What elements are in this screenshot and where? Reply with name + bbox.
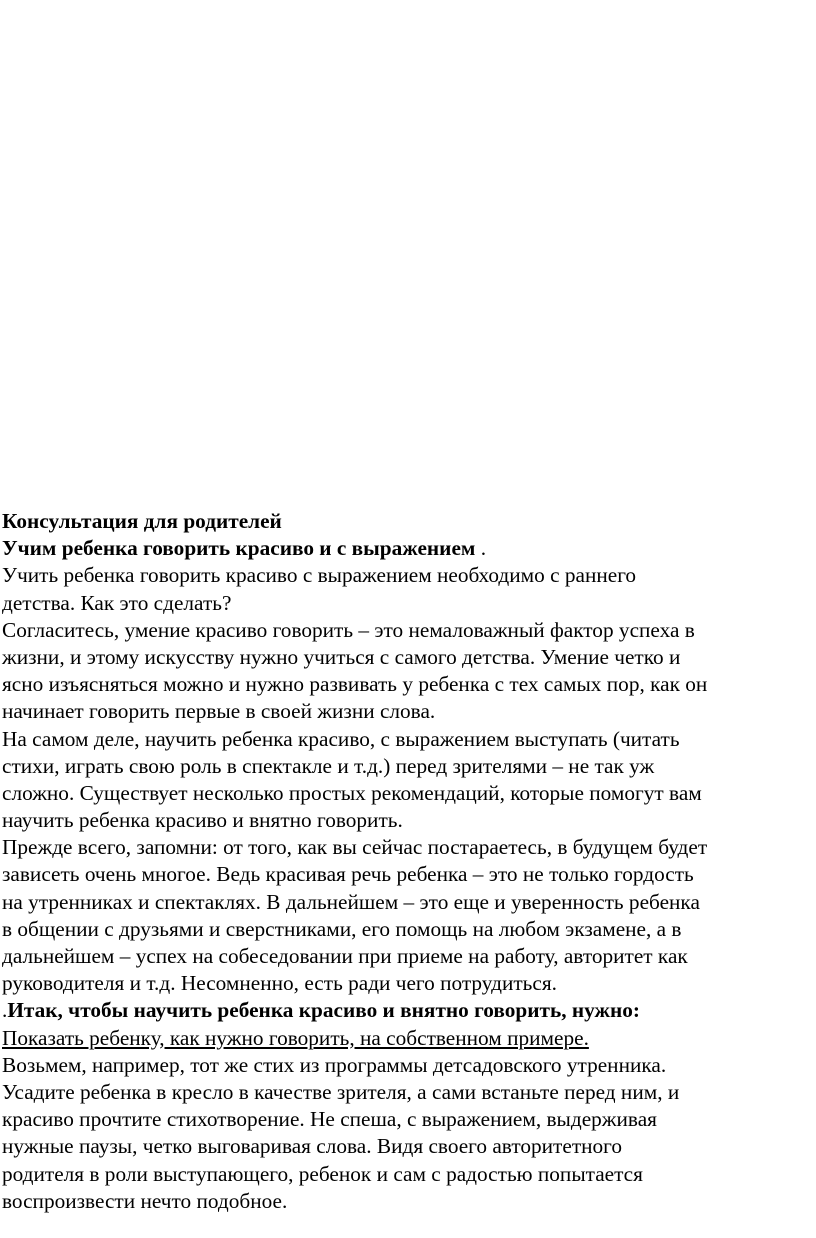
paragraph-line: сложно. Существует несколько простых рекомендаций, которые помогут вам: [2, 780, 702, 805]
paragraph-line: На самом деле, научить ребенка красиво, с выражением выступать (читать: [2, 726, 680, 751]
paragraph-line: Прежде всего, запомни: от того, как вы сейчас постараетесь, в будущем будет: [2, 835, 708, 860]
paragraph-line: дальнейшем – успех на собеседовании при приеме на работу, авторитет как: [2, 944, 688, 968]
paragraph-intro: [2, 562, 816, 616]
paragraph-line: Усадите ребенка в кресло в качестве зрителя, а сами встаньте перед ним, и: [2, 1079, 680, 1104]
paragraph-line: зависеть очень многое. Ведь красивая речь ребенка – это не только гордость: [2, 862, 694, 887]
paragraph-future: [2, 834, 816, 997]
paragraph-line: ясно изъясняться можно и нужно развивать у ребенка с тех самых пор, как он: [2, 672, 708, 697]
topic-title: Учим ребенка говорить красиво и с выражением: [2, 536, 476, 561]
list-intro: [2, 997, 816, 1024]
paragraph-line: Учить ребенка говорить красиво с выражением необходимо с раннего: [2, 563, 637, 588]
document-heading-consultation: Консультация для родителей: [2, 509, 282, 533]
paragraph-line: стихи, играть свою роль в спектакле и т.д.) перед зрителями – не так уж: [2, 753, 655, 778]
paragraph-line: на утренниках и спектаклях. В дальнейшем – это еще и уверенность ребенка: [2, 889, 700, 914]
paragraph-example: [2, 1052, 816, 1215]
paragraph-line: научить ребенка красиво и внятно говорить.: [2, 808, 403, 833]
paragraph-line: нужные паузы, четко выговаривая слова. Видя своего авторитетного: [2, 1134, 623, 1159]
document-heading-topic: [2, 535, 816, 562]
topic-title-suffix: .: [475, 536, 487, 561]
paragraph-line: детства. Как это сделать?: [2, 590, 232, 615]
list-intro-prefix: .: [2, 998, 8, 1023]
paragraph-line: руководителя и т.д. Несомненно, есть ради чего потрудиться.: [2, 971, 557, 996]
paragraph-not-hard: [2, 726, 816, 835]
paragraph-line: красиво прочтите стихотворение. Не спеша, с выражением, выдерживая: [2, 1107, 657, 1132]
paragraph-line: начинает говорить первые в своей жизни слова.: [2, 699, 436, 724]
paragraph-line: родителя в роли выступающего, ребенок и сам с радостью попытается: [2, 1161, 643, 1186]
paragraph-line: Согласитесь, умение красиво говорить – это немаловажный фактор успеха в: [2, 617, 695, 642]
document-body: [2, 508, 816, 1215]
paragraph-line: в общении с друзьями и сверстниками, его помощь на любом экзамене, а в: [2, 916, 682, 941]
list-intro-text: Итак, чтобы научить ребенка красиво и внятно говорить, нужно:: [7, 998, 640, 1023]
paragraph-importance: [2, 617, 816, 726]
paragraph-line: воспроизвести нечто подобное.: [2, 1188, 288, 1213]
paragraph-line: Возьмем, например, тот же стих из программы детсадовского утренника.: [2, 1052, 667, 1077]
paragraph-line: жизни, и этому искусству нужно учиться с самого детства. Умение четко и: [2, 644, 681, 669]
recommendation-point: Показать ребенку, как нужно говорить, на собственном примере.: [2, 1025, 589, 1050]
